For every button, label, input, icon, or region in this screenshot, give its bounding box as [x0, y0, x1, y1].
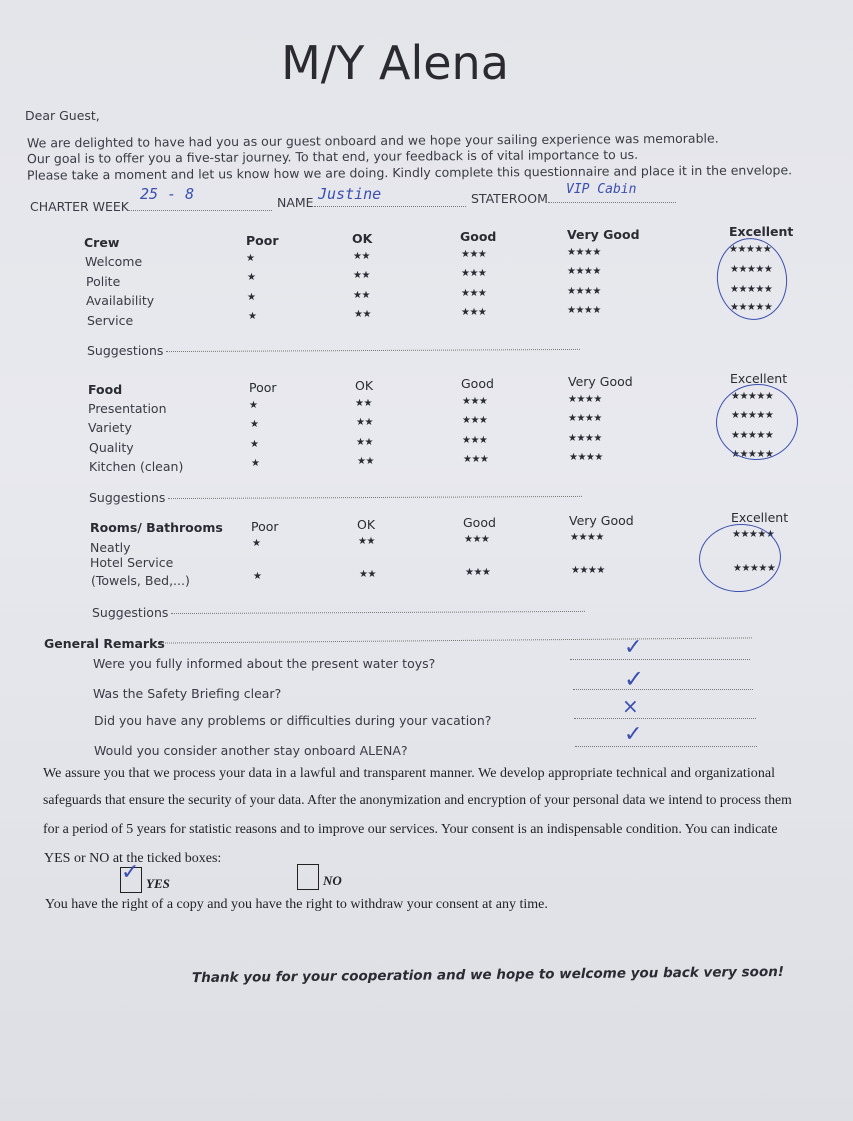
privacy-line-3: for a period of 5 years for statistic reasons and to improve our services. Your consent is an indispensable condition. You can indicate	[43, 822, 778, 837]
charter-week-value[interactable]: 25 - 8	[140, 185, 195, 203]
question-problems: Did you have any problems or difficulties during your vacation?	[94, 713, 492, 728]
food-r2-good[interactable]: ★★★	[462, 415, 488, 426]
rooms-excellent-heading: Excellent	[731, 510, 789, 525]
food-excellent-heading: Excellent	[730, 371, 788, 386]
rights-text: You have the right of a copy and you have the right to withdraw your consent at any time.	[45, 897, 548, 912]
food-poor-heading: Poor	[249, 380, 277, 395]
crew-r2-excellent[interactable]: ★★★★★	[730, 264, 773, 275]
yes-label: YES	[146, 876, 170, 891]
food-excellent-circle	[712, 380, 801, 464]
rooms-ok-heading: OK	[357, 517, 376, 532]
food-r3-very-good[interactable]: ★★★★	[568, 433, 602, 444]
food-heading: Food	[88, 382, 123, 397]
food-very-good-heading: Very Good	[568, 374, 633, 389]
answer-line-water-toys[interactable]	[570, 659, 750, 660]
rooms-heading: Rooms/ Bathrooms	[90, 520, 223, 535]
crew-r3-good[interactable]: ★★★	[461, 288, 487, 299]
general-remarks-line[interactable]	[160, 637, 752, 643]
yes-checkmark-icon: ✓	[121, 860, 140, 885]
crew-r2-very-good[interactable]: ★★★★	[567, 266, 601, 277]
food-r2-poor[interactable]: ★	[250, 419, 259, 430]
food-r3-good[interactable]: ★★★	[462, 435, 488, 446]
question-water-toys: Were you fully informed about the present water toys?	[93, 656, 436, 671]
intro-line-1: We are delighted to have had you as our guest onboard and we hope your sailing experience was memorable.	[26, 130, 719, 151]
crew-excellent-heading: Excellent	[729, 224, 794, 239]
rooms-suggestions-line[interactable]	[171, 611, 585, 614]
food-r1-very-good[interactable]: ★★★★	[568, 394, 602, 405]
food-r3-ok[interactable]: ★★	[356, 437, 373, 448]
no-checkbox[interactable]	[297, 864, 319, 890]
crew-heading: Crew	[84, 235, 120, 250]
food-r3-excellent[interactable]: ★★★★★	[731, 430, 774, 441]
crew-r1-good[interactable]: ★★★	[461, 249, 487, 260]
crew-r4-excellent[interactable]: ★★★★★	[730, 302, 773, 313]
food-suggestions-label: Suggestions	[89, 490, 166, 505]
question-another-stay: Would you consider another stay onboard ALENA?	[94, 743, 408, 758]
no-label: NO	[323, 873, 342, 888]
crew-r3-very-good[interactable]: ★★★★	[567, 286, 601, 297]
page-title: M/Y Alena	[281, 36, 509, 90]
checkmark-icon: ✓	[624, 665, 645, 693]
checkmark-icon: ✓	[624, 722, 643, 747]
food-r1-excellent[interactable]: ★★★★★	[731, 391, 774, 402]
food-item-kitchen: Kitchen (clean)	[89, 459, 184, 474]
crew-r2-poor[interactable]: ★	[247, 272, 256, 283]
name-label: NAME	[277, 195, 314, 210]
crew-r4-very-good[interactable]: ★★★★	[567, 305, 601, 316]
intro-line-3: Please take a moment and let us know how we are doing. Kindly complete this questionnaire and place it in the envelope.	[26, 162, 793, 183]
rooms-r2-good[interactable]: ★★★	[465, 567, 491, 578]
food-r4-good[interactable]: ★★★	[463, 454, 489, 465]
answer-line-another-stay[interactable]	[575, 746, 757, 747]
food-r1-poor[interactable]: ★	[249, 400, 258, 411]
name-value[interactable]: Justine	[318, 185, 382, 203]
food-r4-ok[interactable]: ★★	[357, 456, 374, 467]
crew-item-polite: Polite	[86, 274, 121, 289]
crew-r1-excellent[interactable]: ★★★★★	[729, 244, 772, 255]
thank-you-message: Thank you for your cooperation and we hope to welcome you back very soon!	[191, 963, 785, 987]
crew-r1-poor[interactable]: ★	[246, 253, 255, 264]
food-suggestions-line[interactable]	[168, 496, 582, 499]
crew-suggestions-label: Suggestions	[87, 343, 164, 358]
privacy-line-2: safeguards that ensure the security of your data. After the anonymization and encryption of your personal data we intend to process them	[43, 792, 792, 807]
crew-r4-ok[interactable]: ★★	[354, 309, 371, 320]
crew-r3-ok[interactable]: ★★	[353, 290, 370, 301]
crew-r3-poor[interactable]: ★	[247, 292, 256, 303]
crew-r1-ok[interactable]: ★★	[353, 251, 370, 262]
intro-line-2: Our goal is to offer you a five-star journey. To that end, your feedback is of vital importance to us.	[26, 146, 639, 167]
rooms-item-neatly: Neatly	[90, 540, 131, 555]
rooms-r1-very-good[interactable]: ★★★★	[570, 532, 604, 543]
x-mark-icon: ×	[622, 694, 639, 718]
food-good-heading: Good	[461, 376, 494, 391]
food-item-variety: Variety	[88, 420, 132, 435]
rooms-very-good-heading: Very Good	[569, 513, 634, 528]
crew-good-heading: Good	[460, 229, 497, 244]
rooms-r2-ok[interactable]: ★★	[359, 569, 376, 580]
stateroom-line	[548, 202, 676, 203]
answer-line-problems[interactable]	[574, 718, 756, 719]
food-r1-good[interactable]: ★★★	[462, 396, 488, 407]
rooms-suggestions-label: Suggestions	[92, 605, 169, 620]
rooms-item-hotel-service: Hotel Service	[90, 555, 174, 570]
food-r2-ok[interactable]: ★★	[356, 417, 373, 428]
question-safety-briefing: Was the Safety Briefing clear?	[93, 686, 282, 701]
answer-line-safety-briefing[interactable]	[573, 689, 753, 690]
crew-item-availability: Availability	[86, 293, 155, 308]
stateroom-label: STATEROOM	[471, 191, 548, 206]
crew-poor-heading: Poor	[246, 233, 279, 248]
food-ok-heading: OK	[355, 378, 374, 393]
rooms-r1-excellent[interactable]: ★★★★★	[732, 529, 775, 540]
food-r4-very-good[interactable]: ★★★★	[569, 452, 603, 463]
rooms-r2-very-good[interactable]: ★★★★	[571, 565, 605, 576]
crew-item-welcome: Welcome	[85, 254, 143, 269]
crew-r2-ok[interactable]: ★★	[353, 270, 370, 281]
stateroom-value[interactable]: VIP Cabin	[566, 182, 637, 197]
name-line	[314, 206, 466, 207]
charter-week-line	[128, 210, 272, 211]
crew-r2-good[interactable]: ★★★	[461, 268, 487, 279]
general-remarks-heading: General Remarks	[44, 636, 165, 651]
charter-week-label: CHARTER WEEK	[30, 199, 129, 214]
rooms-poor-heading: Poor	[251, 519, 279, 534]
crew-ok-heading: OK	[352, 231, 373, 246]
crew-excellent-circle	[712, 234, 793, 325]
food-r4-excellent[interactable]: ★★★★★	[731, 449, 774, 460]
rooms-item-towels: (Towels, Bed,...)	[91, 573, 190, 588]
rooms-r2-excellent[interactable]: ★★★★★	[733, 563, 776, 574]
rooms-good-heading: Good	[463, 515, 496, 530]
food-r2-very-good[interactable]: ★★★★	[568, 413, 602, 424]
crew-very-good-heading: Very Good	[567, 227, 640, 242]
crew-suggestions-line[interactable]	[166, 349, 580, 352]
crew-item-service: Service	[87, 313, 134, 328]
food-item-quality: Quality	[89, 440, 134, 455]
crew-r3-excellent[interactable]: ★★★★★	[730, 284, 773, 295]
rooms-r1-ok[interactable]: ★★	[358, 536, 375, 547]
food-r4-poor[interactable]: ★	[251, 458, 260, 469]
checkmark-icon: ✓	[624, 635, 643, 660]
crew-r4-poor[interactable]: ★	[248, 311, 257, 322]
greeting: Dear Guest,	[25, 108, 100, 123]
food-r2-excellent[interactable]: ★★★★★	[731, 410, 774, 421]
crew-r4-good[interactable]: ★★★	[461, 307, 487, 318]
rooms-r1-good[interactable]: ★★★	[464, 534, 490, 545]
rooms-r2-poor[interactable]: ★	[253, 571, 262, 582]
privacy-line-1: We assure you that we process your data in a lawful and transparent manner. We develop appropriate technical and organizational	[43, 766, 776, 781]
food-r3-poor[interactable]: ★	[250, 439, 259, 450]
privacy-line-4: YES or NO at the ticked boxes:	[44, 851, 222, 866]
rooms-r1-poor[interactable]: ★	[252, 538, 261, 549]
food-r1-ok[interactable]: ★★	[355, 398, 372, 409]
crew-r1-very-good[interactable]: ★★★★	[567, 247, 601, 258]
food-item-presentation: Presentation	[88, 401, 167, 416]
